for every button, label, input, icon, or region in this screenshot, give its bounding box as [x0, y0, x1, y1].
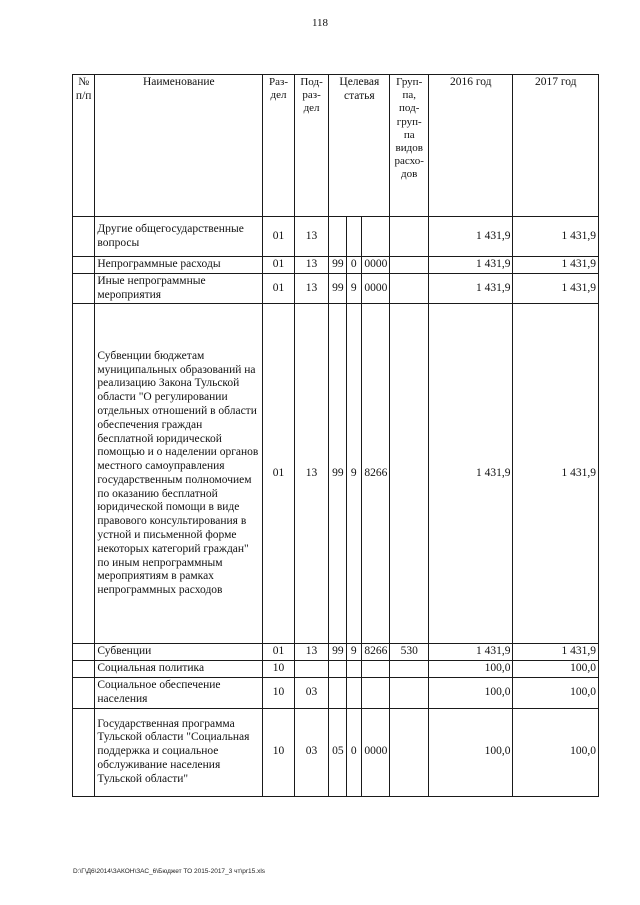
row-razdel: 10 — [263, 661, 295, 678]
row-cs-subprogram — [346, 661, 361, 678]
row-name: Другие общегосударственные вопросы — [95, 217, 263, 257]
row-cs-subprogram: 9 — [346, 273, 361, 304]
row-cs-subprogram: 0 — [346, 708, 361, 796]
row-value-2017: 1 431,9 — [513, 644, 599, 661]
row-num — [73, 677, 95, 708]
table-row — [73, 661, 599, 678]
row-cs-direction: 0000 — [361, 708, 390, 796]
row-value-2017: 100,0 — [513, 661, 599, 678]
row-razdel: 10 — [263, 677, 295, 708]
table-row — [73, 217, 599, 257]
row-value-2017: 100,0 — [513, 677, 599, 708]
table-row — [73, 304, 599, 644]
row-cs-subprogram — [346, 677, 361, 708]
header-num: № п/п — [73, 75, 95, 217]
row-value-2016: 100,0 — [429, 708, 513, 796]
row-value-2016: 1 431,9 — [429, 273, 513, 304]
row-cs-subprogram: 9 — [346, 644, 361, 661]
row-value-2016: 1 431,9 — [429, 304, 513, 644]
table-row — [73, 273, 599, 304]
row-value-2016: 100,0 — [429, 677, 513, 708]
table-header-row — [73, 75, 599, 217]
row-vid-rashodov — [390, 273, 429, 304]
row-cs-direction — [361, 661, 390, 678]
row-podrazdel: 03 — [294, 708, 329, 796]
row-num — [73, 644, 95, 661]
header-celevaya-statya: Целевая статья — [329, 75, 390, 217]
row-podrazdel: 13 — [294, 273, 329, 304]
row-num — [73, 273, 95, 304]
row-cs-program: 99 — [329, 304, 346, 644]
row-num — [73, 661, 95, 678]
table-row — [73, 708, 599, 796]
row-podrazdel — [294, 661, 329, 678]
row-value-2016: 1 431,9 — [429, 644, 513, 661]
row-podrazdel: 13 — [294, 644, 329, 661]
row-value-2016: 1 431,9 — [429, 217, 513, 257]
row-cs-program — [329, 677, 346, 708]
row-value-2017: 1 431,9 — [513, 304, 599, 644]
row-num — [73, 304, 95, 644]
row-cs-program — [329, 217, 346, 257]
row-razdel: 01 — [263, 257, 295, 274]
row-name: Иные непрограммные мероприятия — [95, 273, 263, 304]
row-name: Государственная программа Тульской области "Социальная поддержка и социальное обслуживание населения Тульской области" — [95, 708, 263, 796]
row-vid-rashodov: 530 — [390, 644, 429, 661]
row-name: Субвенции бюджетам муниципальных образований на реализацию Закона Тульской области "О регулировании отдельных отношений в области обеспечения граждан бесплатной юридической помощью и о наделении органов местного самоуправления государственным полномочием по оказанию бесплатной юридической помощи в виде правового консультирования в устной и письменной форме некоторых категорий граждан" по иным непрограммным мероприятиям в рамках непрограммных расходов — [95, 304, 263, 644]
row-name: Субвенции — [95, 644, 263, 661]
row-vid-rashodov — [390, 304, 429, 644]
row-cs-subprogram: 9 — [346, 304, 361, 644]
row-cs-direction: 8266 — [361, 304, 390, 644]
row-cs-program: 99 — [329, 257, 346, 274]
row-cs-program: 99 — [329, 644, 346, 661]
row-razdel: 01 — [263, 304, 295, 644]
row-value-2017: 1 431,9 — [513, 217, 599, 257]
row-cs-subprogram — [346, 217, 361, 257]
row-cs-direction: 8266 — [361, 644, 390, 661]
row-podrazdel: 13 — [294, 257, 329, 274]
table-row — [73, 644, 599, 661]
row-value-2017: 1 431,9 — [513, 257, 599, 274]
row-podrazdel: 13 — [294, 304, 329, 644]
header-podrazdel: Под- раз- дел — [294, 75, 329, 217]
row-cs-direction — [361, 217, 390, 257]
row-value-2017: 100,0 — [513, 708, 599, 796]
table-row — [73, 257, 599, 274]
row-num — [73, 217, 95, 257]
row-vid-rashodov — [390, 677, 429, 708]
row-num — [73, 708, 95, 796]
header-2016: 2016 год — [429, 75, 513, 217]
row-razdel: 01 — [263, 217, 295, 257]
row-name: Непрограммные расходы — [95, 257, 263, 274]
header-name: Наименование — [95, 75, 263, 217]
row-cs-program: 05 — [329, 708, 346, 796]
table-row — [73, 677, 599, 708]
row-vid-rashodov — [390, 257, 429, 274]
page-number: 118 — [311, 17, 329, 29]
row-vid-rashodov — [390, 708, 429, 796]
row-cs-direction — [361, 677, 390, 708]
row-vid-rashodov — [390, 217, 429, 257]
row-podrazdel: 13 — [294, 217, 329, 257]
header-gruppa-vidov-rashodov: Груп- па, под- груп- па видов расхо- дов — [390, 75, 429, 217]
row-razdel: 01 — [263, 273, 295, 304]
row-name: Социальное обеспечение населения — [95, 677, 263, 708]
row-cs-subprogram: 0 — [346, 257, 361, 274]
row-vid-rashodov — [390, 661, 429, 678]
row-num — [73, 257, 95, 274]
row-cs-direction: 0000 — [361, 273, 390, 304]
row-razdel: 10 — [263, 708, 295, 796]
header-razdel: Раз- дел — [263, 75, 295, 217]
row-value-2017: 1 431,9 — [513, 273, 599, 304]
header-2017: 2017 год — [513, 75, 599, 217]
row-value-2016: 1 431,9 — [429, 257, 513, 274]
row-razdel: 01 — [263, 644, 295, 661]
row-cs-direction: 0000 — [361, 257, 390, 274]
budget-table — [72, 74, 599, 797]
row-value-2016: 100,0 — [429, 661, 513, 678]
row-cs-program: 99 — [329, 273, 346, 304]
row-name: Социальная политика — [95, 661, 263, 678]
file-path-footer: D:\Г\Д6\2014\ЗАКОН\ЗАС_6\Бюджет ТО 2015-2017_3 чт\pr15.xls — [73, 868, 266, 875]
row-cs-program — [329, 661, 346, 678]
row-podrazdel: 03 — [294, 677, 329, 708]
